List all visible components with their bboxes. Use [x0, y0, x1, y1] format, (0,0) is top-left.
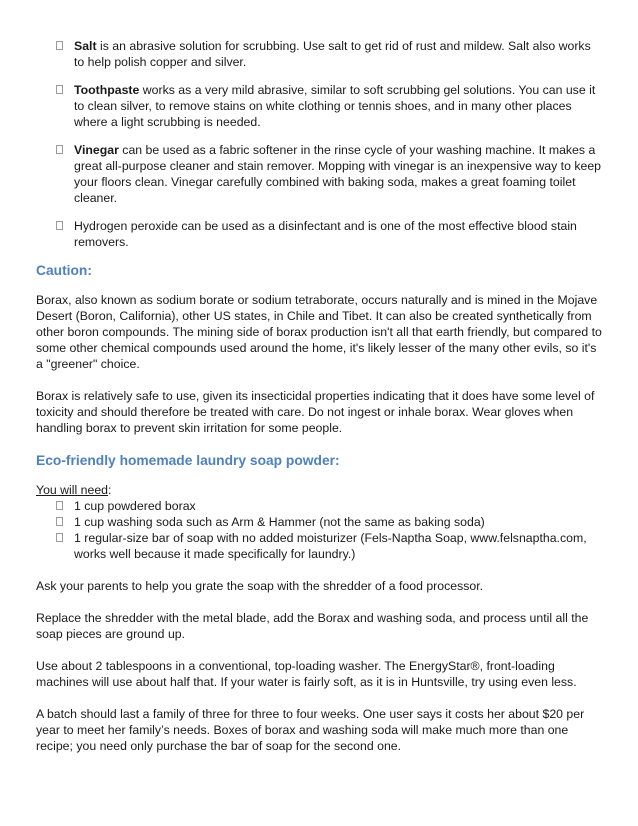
- caution-paragraph: Borax, also known as sodium borate or sodium tetraborate, occurs naturally and is mined in the Mojave Desert (Boron, California), other US states, in Chile and Tibet. It can also be created synthetically from other boron compounds. The mining side of borax production isn't all that earth friendly, but compared to some other chemical compounds used around the home, it's likely lesser of the many other evils, so it's a "greener" choice.: [36, 293, 602, 371]
- tip-text: works as a very mild abrasive, similar to soft scrubbing gel solutions. You can use it to clean silver, to remove stains on white clothing or tennis shoes, and in many other places where a light scrubbing is needed.: [74, 83, 596, 129]
- cleaning-tips-list: [36, 38, 604, 250]
- need-label-colon: :: [108, 483, 112, 497]
- instruction-paragraph: Replace the shredder with the metal blade, add the Borax and washing soda, and process until all the soap pieces are ground up.: [36, 611, 589, 641]
- ingredient-text: 1 cup washing soda such as Arm & Hammer (not the same as baking soda): [74, 515, 485, 529]
- tip-text: Hydrogen peroxide can be used as a disinfectant and is one of the most effective blood stain removers.: [74, 219, 577, 249]
- bullet-box-icon: [56, 501, 63, 510]
- ingredient-item: [36, 498, 604, 514]
- tip-text: can be used as a fabric softener in the rinse cycle of your washing machine. It makes a great all-purpose cleaner and stain remover. Mopping with vinegar is an inexpensive way to keep your floors clean. Vinegar carefully combined with baking soda, makes a great foaming toilet cleaner.: [74, 143, 602, 205]
- ingredient-text: 1 cup powdered borax: [74, 499, 196, 513]
- ingredient-item: [36, 514, 604, 530]
- caution-heading: Caution:: [36, 263, 92, 278]
- bullet-box-icon: [56, 85, 63, 94]
- tip-term: Salt: [74, 39, 97, 53]
- tip-term: Toothpaste: [74, 83, 140, 97]
- instruction-paragraph: A batch should last a family of three for three to four weeks. One user says it costs her about $20 per year to meet her family’s needs. Boxes of borax and washing soda will make much more than one recipe; you need only purchase the bar of soap for the second one.: [36, 707, 585, 753]
- instruction-paragraph: Use about 2 tablespoons in a conventional, top-loading washer. The EnergyStar®, front-loading machines will use about half that. If your water is fairly soft, as it is in Huntsville, try using even less.: [36, 659, 577, 689]
- you-will-need-label: [36, 482, 604, 498]
- tip-term: Vinegar: [74, 143, 119, 157]
- instruction-paragraph: Ask your parents to help you grate the soap with the shredder of a food processor.: [36, 579, 484, 593]
- caution-paragraph: Borax is relatively safe to use, given its insecticidal properties indicating that it does have some level of toxicity and should therefore be treated with care. Do not ingest or inhale borax. Wear gloves when handling borax to prevent skin irritation for some people.: [36, 389, 595, 435]
- tip-toothpaste: [36, 82, 604, 130]
- bullet-box-icon: [56, 533, 63, 542]
- document-page: [36, 38, 604, 770]
- bullet-box-icon: [56, 221, 63, 230]
- tip-salt: [36, 38, 604, 70]
- recipe-heading: Eco-friendly homemade laundry soap powder:: [36, 453, 340, 468]
- bullet-box-icon: [56, 41, 63, 50]
- tip-text: is an abrasive solution for scrubbing. Use salt to get rid of rust and mildew. Salt also works to help polish copper and silver.: [74, 39, 591, 69]
- ingredients-list: [36, 498, 604, 562]
- tip-hydrogen-peroxide: [36, 218, 604, 250]
- need-label-text: You will need: [36, 483, 109, 497]
- bullet-box-icon: [56, 145, 63, 154]
- tip-vinegar: [36, 142, 604, 206]
- ingredient-text: 1 regular-size bar of soap with no added moisturizer (Fels-Naptha Soap, www.felsnaptha.com, works well because it made specifically for laundry.): [74, 531, 587, 561]
- ingredient-item: [36, 530, 604, 562]
- bullet-box-icon: [56, 517, 63, 526]
